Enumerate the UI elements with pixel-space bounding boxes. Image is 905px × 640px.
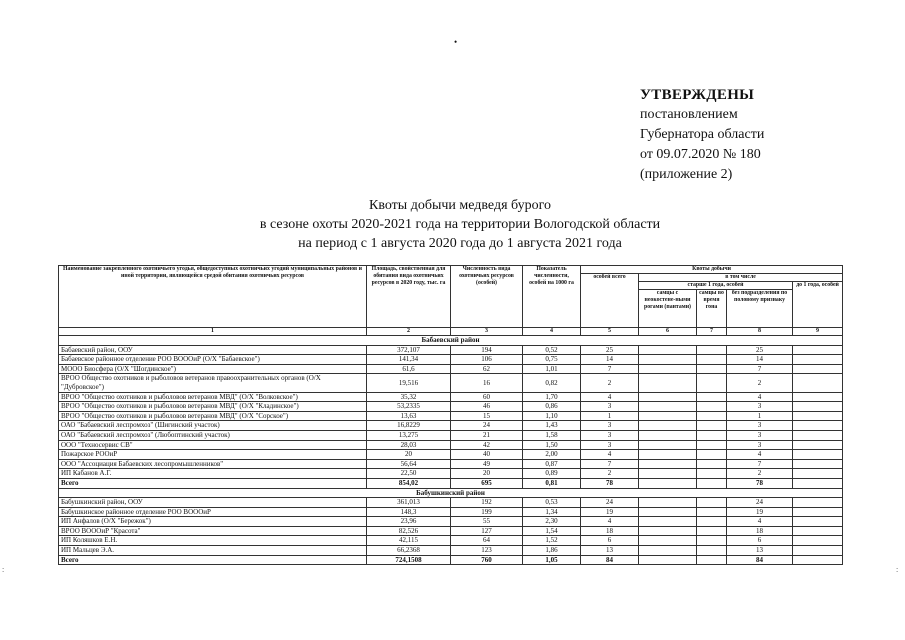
- header-count: Численность вида охотничьих ресурсов (особей): [451, 266, 523, 328]
- cell-count: 199: [451, 507, 523, 517]
- cell-index: 0,75: [523, 355, 581, 365]
- cell-c6: [639, 345, 697, 355]
- cell-c7: [697, 459, 727, 469]
- cell-c7: [697, 411, 727, 421]
- cell-name: ОАО "Бабаевский леспромхоз" (Шигинский участок): [59, 421, 367, 431]
- cell-c9: [793, 450, 843, 460]
- cell-area: 13,63: [367, 411, 451, 421]
- cell-c7: [697, 421, 727, 431]
- cell-c8: 3: [727, 440, 793, 450]
- cell-c8: 6: [727, 536, 793, 546]
- column-numbers-row: [59, 328, 843, 336]
- cell-index: 1,58: [523, 430, 581, 440]
- title-line1: Квоты добычи медведя бурого: [369, 198, 551, 213]
- table-row: [59, 440, 843, 450]
- cell-area: 66,2368: [367, 546, 451, 556]
- cell-c6: [639, 498, 697, 508]
- cell-count: 24: [451, 421, 523, 431]
- cell-total: 4: [581, 392, 639, 402]
- scan-edge-mark-right: :: [896, 565, 899, 574]
- cell-index: 0,53: [523, 498, 581, 508]
- column-number-cell: 4: [523, 328, 581, 336]
- cell-c6: [639, 392, 697, 402]
- cell-count: 49: [451, 459, 523, 469]
- table-row: [59, 498, 843, 508]
- cell-total: 13: [581, 546, 639, 556]
- cell-c7: [697, 536, 727, 546]
- cell-c8: 7: [727, 459, 793, 469]
- cell-c8: 2: [727, 374, 793, 392]
- cell-c9: [793, 478, 843, 488]
- column-number-cell: 3: [451, 328, 523, 336]
- cell-total: 78: [581, 478, 639, 488]
- cell-name: ООО "Ассоциация Бабаевских лесопромышленников": [59, 459, 367, 469]
- cell-area: 854,02: [367, 478, 451, 488]
- cell-name: Пожарское РООиР: [59, 450, 367, 460]
- cell-name: Всего: [59, 478, 367, 488]
- cell-c9: [793, 526, 843, 536]
- cell-c8: 78: [727, 478, 793, 488]
- column-number-cell: 6: [639, 328, 697, 336]
- cell-c7: [697, 469, 727, 479]
- cell-index: 1,52: [523, 536, 581, 546]
- cell-c6: [639, 421, 697, 431]
- table-row: [59, 355, 843, 365]
- cell-c8: 3: [727, 421, 793, 431]
- cell-area: 20: [367, 450, 451, 460]
- title-line2: в сезоне охоты 2020-2021 года на территории Вологодской области: [259, 217, 661, 232]
- cell-c9: [793, 345, 843, 355]
- cell-c6: [639, 507, 697, 517]
- approval-line5: (приложение 2): [640, 167, 733, 182]
- table-row: [59, 507, 843, 517]
- cell-count: 127: [451, 526, 523, 536]
- cell-c8: 18: [727, 526, 793, 536]
- cell-c7: [697, 392, 727, 402]
- table-row: [59, 421, 843, 431]
- district-name: Бабаевский район: [59, 336, 843, 346]
- cell-index: 1,54: [523, 526, 581, 536]
- header-younger: до 1 года, особей: [793, 282, 843, 328]
- cell-c6: [639, 411, 697, 421]
- cell-area: 61,6: [367, 364, 451, 374]
- cell-c9: [793, 421, 843, 431]
- cell-c6: [639, 364, 697, 374]
- cell-total: 1: [581, 411, 639, 421]
- cell-total: 84: [581, 555, 639, 565]
- cell-count: 64: [451, 536, 523, 546]
- cell-count: 62: [451, 364, 523, 374]
- cell-c8: 3: [727, 430, 793, 440]
- cell-name: ОАО "Бабаевский леспромхоз" (Любоптинский участок): [59, 430, 367, 440]
- column-number-cell: 1: [59, 328, 367, 336]
- cell-name: Бабаевское районное отделение РОО ВОООиР (О/Х "Бабаевское"): [59, 355, 367, 365]
- cell-c9: [793, 555, 843, 565]
- header-antlers: самцы с неокостене-ными рогами (пантами): [639, 290, 697, 328]
- approval-line2: постановлением: [640, 107, 738, 122]
- cell-c6: [639, 374, 697, 392]
- cell-area: 724,1508: [367, 555, 451, 565]
- total-row: [59, 478, 843, 488]
- cell-c7: [697, 345, 727, 355]
- table-row: [59, 459, 843, 469]
- table-row: [59, 402, 843, 412]
- cell-name: Бабушкинское районное отделение РОО ВОООиР: [59, 507, 367, 517]
- cell-c7: [697, 450, 727, 460]
- cell-index: 1,50: [523, 440, 581, 450]
- cell-c9: [793, 546, 843, 556]
- header-rut: самцы во время гона: [697, 290, 727, 328]
- scan-edge-mark-left: :: [2, 565, 5, 574]
- cell-c6: [639, 450, 697, 460]
- cell-c9: [793, 411, 843, 421]
- header-older: старше 1 года, особей: [639, 282, 793, 290]
- cell-index: 1,10: [523, 411, 581, 421]
- cell-total: 3: [581, 421, 639, 431]
- cell-index: 0,82: [523, 374, 581, 392]
- cell-area: 82,526: [367, 526, 451, 536]
- cell-count: 20: [451, 469, 523, 479]
- cell-count: 42: [451, 440, 523, 450]
- cell-area: 42,115: [367, 536, 451, 546]
- cell-total: 3: [581, 402, 639, 412]
- cell-c9: [793, 430, 843, 440]
- cell-c8: 25: [727, 345, 793, 355]
- cell-count: 760: [451, 555, 523, 565]
- table-row: [59, 364, 843, 374]
- cell-index: 2,30: [523, 517, 581, 527]
- cell-name: Бабушкинский район, ООУ: [59, 498, 367, 508]
- cell-name: Бабаевский район, ООУ: [59, 345, 367, 355]
- cell-name: ООО "Техносервис СВ": [59, 440, 367, 450]
- cell-c7: [697, 355, 727, 365]
- cell-c6: [639, 469, 697, 479]
- cell-name: ВРОО ВОООиР "Красота": [59, 526, 367, 536]
- cell-name: ИП Анфалов (О/Х "Бережок"): [59, 517, 367, 527]
- cell-c9: [793, 507, 843, 517]
- cell-c8: 24: [727, 498, 793, 508]
- header-index: Показатель численности, особей на 1000 га: [523, 266, 581, 328]
- cell-c9: [793, 402, 843, 412]
- cell-count: 695: [451, 478, 523, 488]
- cell-name: Всего: [59, 555, 367, 565]
- cell-index: 0,86: [523, 402, 581, 412]
- cell-total: 25: [581, 345, 639, 355]
- cell-c7: [697, 526, 727, 536]
- cell-c6: [639, 478, 697, 488]
- cell-c9: [793, 374, 843, 392]
- cell-area: 23,96: [367, 517, 451, 527]
- cell-count: 46: [451, 402, 523, 412]
- cell-area: 19,516: [367, 374, 451, 392]
- cell-c6: [639, 555, 697, 565]
- cell-count: 106: [451, 355, 523, 365]
- title-line3: на период с 1 августа 2020 года до 1 августа 2021 года: [298, 236, 622, 251]
- cell-name: ИП Коляшков Е.Н.: [59, 536, 367, 546]
- cell-index: 1,43: [523, 421, 581, 431]
- cell-count: 60: [451, 392, 523, 402]
- cell-c6: [639, 402, 697, 412]
- table-row: [59, 546, 843, 556]
- column-number-cell: 5: [581, 328, 639, 336]
- cell-c6: [639, 546, 697, 556]
- cell-c8: 4: [727, 392, 793, 402]
- cell-total: 18: [581, 526, 639, 536]
- cell-total: 2: [581, 374, 639, 392]
- cell-c6: [639, 459, 697, 469]
- cell-total: 24: [581, 498, 639, 508]
- cell-total: 2: [581, 469, 639, 479]
- cell-c9: [793, 459, 843, 469]
- cell-count: 15: [451, 411, 523, 421]
- table-row: [59, 392, 843, 402]
- cell-index: 1,05: [523, 555, 581, 565]
- cell-total: 3: [581, 440, 639, 450]
- cell-name: ВРОО "Общество охотников и рыболовов ветеранов МВД" (О/Х "Сорское"): [59, 411, 367, 421]
- cell-c7: [697, 374, 727, 392]
- cell-c9: [793, 498, 843, 508]
- cell-c6: [639, 355, 697, 365]
- cell-total: 7: [581, 364, 639, 374]
- cell-c8: 1: [727, 411, 793, 421]
- column-number-cell: 7: [697, 328, 727, 336]
- cell-c8: 4: [727, 450, 793, 460]
- cell-area: 141,34: [367, 355, 451, 365]
- cell-c8: 19: [727, 507, 793, 517]
- cell-c7: [697, 498, 727, 508]
- cell-index: 1,86: [523, 546, 581, 556]
- approval-line1: УТВЕРЖДЕНЫ: [640, 87, 755, 103]
- cell-c7: [697, 546, 727, 556]
- cell-c8: 3: [727, 402, 793, 412]
- cell-c8: 14: [727, 355, 793, 365]
- cell-c8: 13: [727, 546, 793, 556]
- cell-c9: [793, 440, 843, 450]
- cell-c6: [639, 430, 697, 440]
- table-row: [59, 411, 843, 421]
- cell-name: ИП Мальцев Э.А.: [59, 546, 367, 556]
- cell-c9: [793, 469, 843, 479]
- cell-index: 0,87: [523, 459, 581, 469]
- cell-area: 22,50: [367, 469, 451, 479]
- header-area: Площадь, свойственная для обитания вида охотничьих ресурсов в 2020 году, тыс. га: [367, 266, 451, 328]
- cell-total: 19: [581, 507, 639, 517]
- table-row: [59, 374, 843, 392]
- header-name: Наименование закрепленного охотничьего угодья, общедоступных охотничьих угодий муниципальных районов и иной территории, являющейся средой обитания охотничьих ресурсов: [59, 266, 367, 328]
- cell-index: 2,00: [523, 450, 581, 460]
- table-row: [59, 469, 843, 479]
- cell-total: 6: [581, 536, 639, 546]
- approval-block: [640, 85, 890, 185]
- cell-name: ВРОО "Общество охотников и рыболовов ветеранов МВД" (О/Х "Кладинское"): [59, 402, 367, 412]
- quota-table: [58, 265, 843, 565]
- cell-c6: [639, 536, 697, 546]
- cell-c7: [697, 402, 727, 412]
- cell-area: 361,013: [367, 498, 451, 508]
- table-row: [59, 517, 843, 527]
- cell-count: 55: [451, 517, 523, 527]
- cell-c7: [697, 478, 727, 488]
- cell-c7: [697, 507, 727, 517]
- header-including: в том числе: [639, 274, 843, 282]
- cell-c7: [697, 517, 727, 527]
- cell-count: 194: [451, 345, 523, 355]
- cell-area: 56,64: [367, 459, 451, 469]
- cell-index: 1,01: [523, 364, 581, 374]
- cell-c8: 84: [727, 555, 793, 565]
- total-row: [59, 555, 843, 565]
- cell-c9: [793, 355, 843, 365]
- column-number-cell: 8: [727, 328, 793, 336]
- cell-c9: [793, 392, 843, 402]
- cell-c9: [793, 517, 843, 527]
- cell-c6: [639, 517, 697, 527]
- cell-area: 35,32: [367, 392, 451, 402]
- approval-line4: от 09.07.2020 № 180: [640, 147, 761, 162]
- cell-c7: [697, 440, 727, 450]
- table-row: [59, 526, 843, 536]
- district-header-row: [59, 336, 843, 346]
- cell-total: 14: [581, 355, 639, 365]
- cell-name: ИП Кабанов А.Г.: [59, 469, 367, 479]
- cell-c9: [793, 536, 843, 546]
- cell-c9: [793, 364, 843, 374]
- column-number-cell: 2: [367, 328, 451, 336]
- cell-c8: 4: [727, 517, 793, 527]
- cell-name: МООО Биосфера (О/Х "Шогдинское"): [59, 364, 367, 374]
- cell-total: 4: [581, 517, 639, 527]
- cell-index: 1,34: [523, 507, 581, 517]
- cell-area: 148,3: [367, 507, 451, 517]
- table-row: [59, 430, 843, 440]
- cell-c7: [697, 555, 727, 565]
- cell-name: ВРОО "Общество охотников и рыболовов ветеранов МВД" (О/Х "Волковское"): [59, 392, 367, 402]
- cell-index: 1,70: [523, 392, 581, 402]
- header-total: особей всего: [581, 274, 639, 328]
- document-title: [200, 196, 720, 253]
- cell-area: 53,2335: [367, 402, 451, 412]
- table-row: [59, 450, 843, 460]
- cell-index: 0,52: [523, 345, 581, 355]
- cell-area: 28,03: [367, 440, 451, 450]
- cell-c7: [697, 364, 727, 374]
- cell-c7: [697, 430, 727, 440]
- cell-c8: 7: [727, 364, 793, 374]
- cell-area: 16,8229: [367, 421, 451, 431]
- cell-name: ВРОО Общество охотников и рыболовов ветеранов правоохранительных органов (О/Х "Дубровское"): [59, 374, 367, 392]
- cell-count: 16: [451, 374, 523, 392]
- cell-c6: [639, 440, 697, 450]
- cell-count: 40: [451, 450, 523, 460]
- header-nosex: без подразделения по половому признаку: [727, 290, 793, 328]
- cell-count: 192: [451, 498, 523, 508]
- cell-c8: 2: [727, 469, 793, 479]
- cell-index: 0,89: [523, 469, 581, 479]
- header-quota: Квоты добычи: [581, 266, 843, 274]
- scan-mark: •: [454, 37, 458, 47]
- cell-c6: [639, 526, 697, 536]
- cell-total: 4: [581, 450, 639, 460]
- cell-area: 13,275: [367, 430, 451, 440]
- cell-count: 123: [451, 546, 523, 556]
- cell-area: 372,107: [367, 345, 451, 355]
- table-row: [59, 536, 843, 546]
- district-header-row: [59, 488, 843, 498]
- approval-line3: Губернатора области: [640, 127, 765, 142]
- district-name: Бабушкинский район: [59, 488, 843, 498]
- cell-count: 21: [451, 430, 523, 440]
- column-number-cell: 9: [793, 328, 843, 336]
- cell-total: 7: [581, 459, 639, 469]
- table-row: [59, 345, 843, 355]
- cell-total: 3: [581, 430, 639, 440]
- cell-index: 0,81: [523, 478, 581, 488]
